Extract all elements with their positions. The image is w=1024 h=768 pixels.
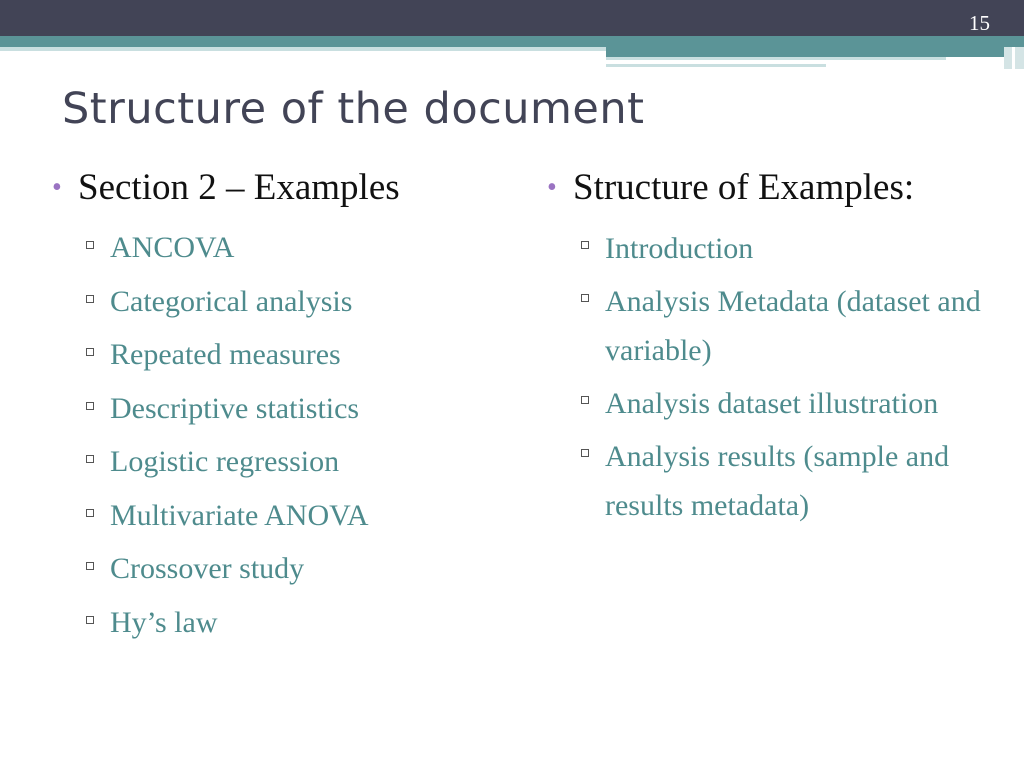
list-item-label: Repeated measures xyxy=(110,338,341,371)
list-item-label: ANCOVA xyxy=(110,231,235,264)
list-item xyxy=(50,492,510,540)
list-item-label: Analysis Metadata (dataset and variable) xyxy=(605,285,981,367)
header-edge-line xyxy=(1012,47,1015,69)
bullet-dot-icon: • xyxy=(547,172,557,203)
list-item xyxy=(50,224,510,272)
square-bullet-icon xyxy=(86,295,94,303)
header-accent-band-lower xyxy=(606,47,1024,57)
list-item-label: Descriptive statistics xyxy=(110,391,360,425)
square-bullet-icon xyxy=(581,449,589,457)
header-stripe xyxy=(606,64,826,67)
left-heading: Section 2 – Examples xyxy=(78,167,400,208)
list-item-label: Categorical analysis xyxy=(110,284,353,318)
list-item xyxy=(50,385,510,433)
list-item xyxy=(545,432,995,530)
list-item xyxy=(545,379,995,428)
square-bullet-icon xyxy=(86,402,94,410)
square-bullet-icon xyxy=(86,455,94,463)
list-item-label: Crossover study xyxy=(110,552,305,585)
slide-title: Structure of the document xyxy=(62,84,645,134)
examples-list xyxy=(50,224,510,647)
left-heading-bullet xyxy=(50,166,510,210)
header-stripe xyxy=(606,57,946,60)
square-bullet-icon xyxy=(86,616,94,624)
list-item xyxy=(50,278,510,326)
square-bullet-icon xyxy=(581,241,589,249)
structure-list xyxy=(545,224,995,530)
right-heading: Structure of Examples: xyxy=(573,167,915,208)
list-item-label: Multivariate ANOVA xyxy=(110,498,369,532)
list-item-label: Analysis results (sample and results metadata) xyxy=(605,440,950,522)
square-bullet-icon xyxy=(581,396,589,404)
list-item xyxy=(50,331,510,379)
list-item xyxy=(50,545,510,593)
list-item-label: Logistic regression xyxy=(110,445,340,478)
square-bullet-icon xyxy=(581,294,589,302)
list-item-label: Analysis dataset illustration xyxy=(605,387,939,420)
header-accent-band xyxy=(0,36,1024,47)
page-number: 15 xyxy=(969,11,990,35)
right-column xyxy=(545,166,995,534)
square-bullet-icon xyxy=(86,241,94,249)
list-item-label: Introduction xyxy=(605,232,754,265)
list-item xyxy=(545,224,995,273)
bullet-dot-icon: • xyxy=(52,172,62,203)
list-item-label: Hy’s law xyxy=(110,605,218,639)
list-item xyxy=(545,277,995,375)
square-bullet-icon xyxy=(86,509,94,517)
list-item xyxy=(50,599,510,647)
list-item xyxy=(50,438,510,486)
square-bullet-icon xyxy=(86,348,94,356)
header-bar xyxy=(0,0,1024,36)
left-column xyxy=(50,166,510,652)
header-stripe xyxy=(0,47,606,51)
square-bullet-icon xyxy=(86,562,94,570)
right-heading-bullet xyxy=(545,166,995,210)
